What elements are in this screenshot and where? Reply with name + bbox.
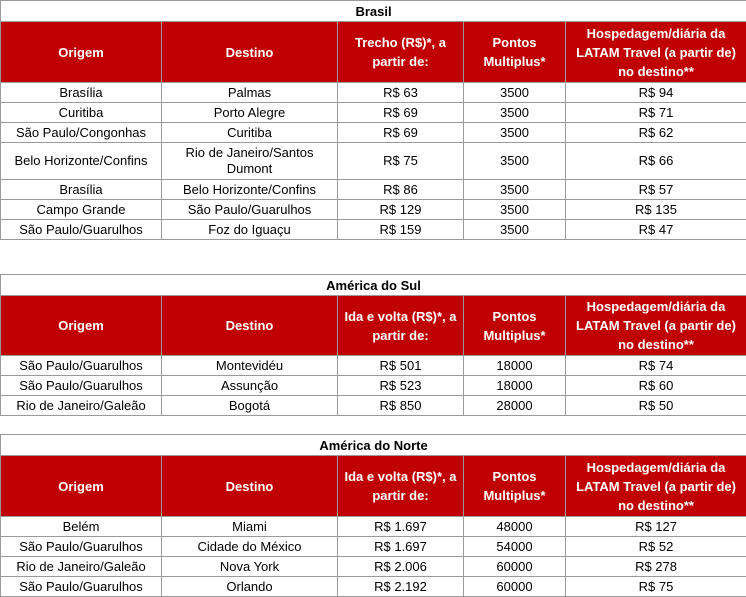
cell-hotel: R$ 66 [566,143,746,180]
cell-hotel: R$ 47 [566,220,746,240]
cell-price: R$ 75 [338,143,464,180]
cell-origem: São Paulo/Guarulhos [1,376,162,396]
table-america-do-sul [0,274,746,416]
cell-origem: Rio de Janeiro/Galeão [1,557,162,577]
section-title: América do Norte [1,435,746,456]
table-brasil [0,0,746,240]
cell-price: R$ 69 [338,123,464,143]
cell-points: 18000 [464,376,566,396]
cell-origem: São Paulo/Guarulhos [1,220,162,240]
header-origem: Origem [1,296,162,356]
header-destino: Destino [162,296,338,356]
section-title-row [1,1,746,22]
cell-hotel: R$ 278 [566,557,746,577]
table-row [1,356,746,376]
cell-destino: Assunção [162,376,338,396]
cell-points: 3500 [464,103,566,123]
table-row [1,200,746,220]
cell-hotel: R$ 71 [566,103,746,123]
cell-points: 60000 [464,577,566,597]
table-row [1,220,746,240]
cell-origem: São Paulo/Guarulhos [1,577,162,597]
cell-origem: São Paulo/Congonhas [1,123,162,143]
cell-points: 60000 [464,557,566,577]
header-hotel: Hospedagem/diária da LATAM Travel (a partir de) no destino** [566,456,746,517]
cell-destino: Foz do Iguaçu [162,220,338,240]
header-origem: Origem [1,22,162,83]
cell-price: R$ 159 [338,220,464,240]
cell-origem: Belo Horizonte/Confins [1,143,162,180]
cell-price: R$ 1.697 [338,537,464,557]
cell-price: R$ 523 [338,376,464,396]
cell-origem: Brasília [1,83,162,103]
table-row [1,123,746,143]
cell-hotel: R$ 75 [566,577,746,597]
cell-hotel: R$ 62 [566,123,746,143]
cell-points: 3500 [464,123,566,143]
header-points: Pontos Multiplus* [464,296,566,356]
table-row [1,180,746,200]
table-row [1,517,746,537]
header-destino: Destino [162,22,338,83]
cell-destino: Bogotá [162,396,338,416]
cell-destino: Curitiba [162,123,338,143]
cell-price: R$ 501 [338,356,464,376]
cell-price: R$ 2.192 [338,577,464,597]
header-origem: Origem [1,456,162,517]
header-points: Pontos Multiplus* [464,456,566,517]
cell-destino: Cidade do México [162,537,338,557]
cell-origem: Campo Grande [1,200,162,220]
cell-points: 3500 [464,220,566,240]
header-hotel: Hospedagem/diária da LATAM Travel (a partir de) no destino** [566,22,746,83]
table-row [1,103,746,123]
cell-destino: Porto Alegre [162,103,338,123]
cell-points: 3500 [464,143,566,180]
cell-origem: Curitiba [1,103,162,123]
cell-points: 28000 [464,396,566,416]
cell-hotel: R$ 94 [566,83,746,103]
cell-origem: Rio de Janeiro/Galeão [1,396,162,416]
table-row [1,83,746,103]
cell-destino: Nova York [162,557,338,577]
cell-hotel: R$ 127 [566,517,746,537]
cell-price: R$ 129 [338,200,464,220]
cell-hotel: R$ 52 [566,537,746,557]
cell-points: 54000 [464,537,566,557]
section-title-row [1,435,746,456]
cell-destino: Orlando [162,577,338,597]
cell-points: 3500 [464,83,566,103]
header-row [1,456,746,517]
cell-destino: Belo Horizonte/Confins [162,180,338,200]
header-price: Trecho (R$)*, a partir de: [338,22,464,83]
cell-points: 3500 [464,180,566,200]
cell-price: R$ 1.697 [338,517,464,537]
section-title-row [1,275,746,296]
table-row [1,376,746,396]
header-row [1,296,746,356]
cell-price: R$ 63 [338,83,464,103]
cell-destino: Montevidéu [162,356,338,376]
cell-hotel: R$ 57 [566,180,746,200]
header-points: Pontos Multiplus* [464,22,566,83]
section-title: Brasil [1,1,746,22]
cell-points: 48000 [464,517,566,537]
cell-hotel: R$ 74 [566,356,746,376]
cell-points: 3500 [464,200,566,220]
cell-origem: Belém [1,517,162,537]
cell-hotel: R$ 50 [566,396,746,416]
table-row [1,537,746,557]
cell-destino: Miami [162,517,338,537]
cell-destino: Rio de Janeiro/Santos Dumont [162,143,338,180]
header-destino: Destino [162,456,338,517]
table-row [1,396,746,416]
cell-price: R$ 850 [338,396,464,416]
header-price: Ida e volta (R$)*, a partir de: [338,456,464,517]
cell-price: R$ 86 [338,180,464,200]
cell-origem: Brasília [1,180,162,200]
table-america-do-norte [0,434,746,597]
cell-origem: São Paulo/Guarulhos [1,356,162,376]
cell-points: 18000 [464,356,566,376]
table-row [1,557,746,577]
header-row [1,22,746,83]
cell-hotel: R$ 135 [566,200,746,220]
cell-price: R$ 69 [338,103,464,123]
header-price: Ida e volta (R$)*, a partir de: [338,296,464,356]
section-title: América do Sul [1,275,746,296]
cell-origem: São Paulo/Guarulhos [1,537,162,557]
header-hotel: Hospedagem/diária da LATAM Travel (a partir de) no destino** [566,296,746,356]
table-row [1,143,746,180]
cell-destino: Palmas [162,83,338,103]
cell-destino: São Paulo/Guarulhos [162,200,338,220]
cell-price: R$ 2.006 [338,557,464,577]
cell-hotel: R$ 60 [566,376,746,396]
